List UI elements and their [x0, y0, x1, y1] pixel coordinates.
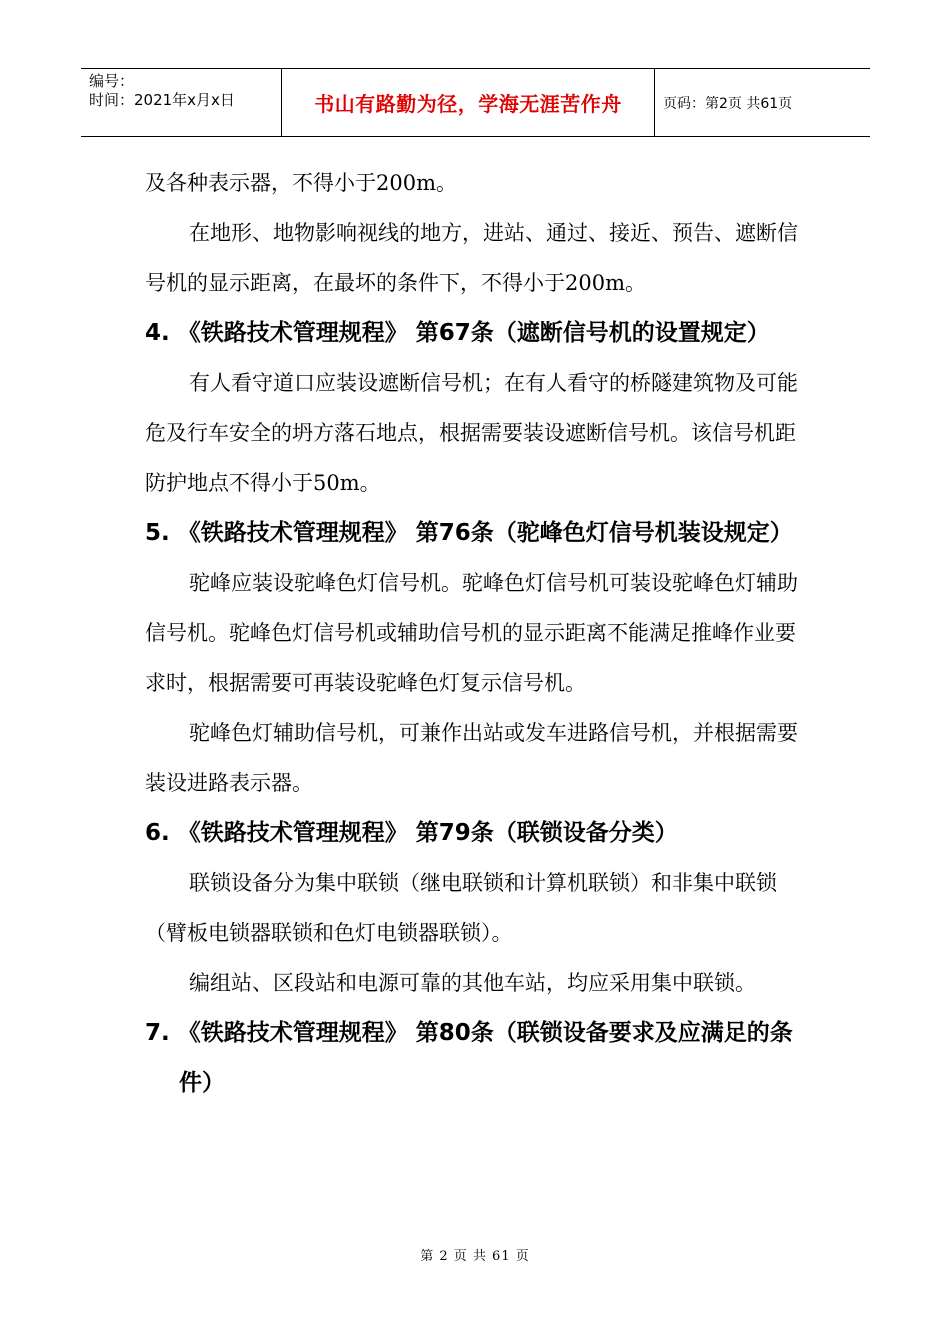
section-heading: 5. 《铁路技术管理规程》 第76条（驼峰色灯信号机装设规定）: [145, 520, 793, 546]
header-meta-cell: [81, 69, 282, 136]
document-body: [145, 158, 813, 1108]
paragraph: 联锁设备分为集中联锁（继电联锁和计算机联锁）和非集中联锁（臂板电锁器联锁和色灯电锁器联锁）。: [145, 871, 777, 945]
paragraph: 编组站、区段站和电源可靠的其他车站，均应采用集中联锁。: [189, 971, 756, 995]
paragraph: 及各种表示器，不得小于200m。: [145, 171, 457, 195]
paragraph: 有人看守道口应装设遮断信号机；在有人看守的桥隧建筑物及可能危及行车安全的坍方落石地点，根据需要装设遮断信号机。该信号机距防护地点不得小于50m。: [145, 371, 798, 495]
header-page-cell: [655, 69, 870, 136]
page-header: [81, 68, 870, 137]
header-page-label: 页码：第2页 共61页: [663, 95, 793, 112]
document-time-label: 时间：2021年x月x日: [89, 91, 235, 109]
section-heading: 7. 《铁路技术管理规程》 第80条（联锁设备要求及应满足的条件）: [145, 1020, 793, 1096]
page-footer: 第 2 页 共 61 页: [420, 1249, 530, 1264]
paragraph: 在地形、地物影响视线的地方，进站、通过、接近、预告、遮断信号机的显示距离，在最坏的条件下，不得小于200m。: [145, 221, 798, 295]
paragraph: 驼峰色灯辅助信号机，可兼作出站或发车进路信号机，并根据需要装设进路表示器。: [145, 721, 798, 795]
section-heading: 4. 《铁路技术管理规程》 第67条（遮断信号机的设置规定）: [145, 320, 770, 346]
paragraph: 驼峰应装设驼峰色灯信号机。驼峰色灯信号机可装设驼峰色灯辅助信号机。驼峰色灯信号机或辅助信号机的显示距离不能满足推峰作业要求时，根据需要可再装设驼峰色灯复示信号机。: [145, 571, 798, 695]
section-heading: 6. 《铁路技术管理规程》 第79条（联锁设备分类）: [145, 820, 678, 846]
header-motto-cell: [282, 69, 655, 136]
header-motto: 书山有路勤为径，学海无涯苦作舟: [314, 92, 622, 116]
document-number-label: 编号：: [89, 72, 135, 90]
